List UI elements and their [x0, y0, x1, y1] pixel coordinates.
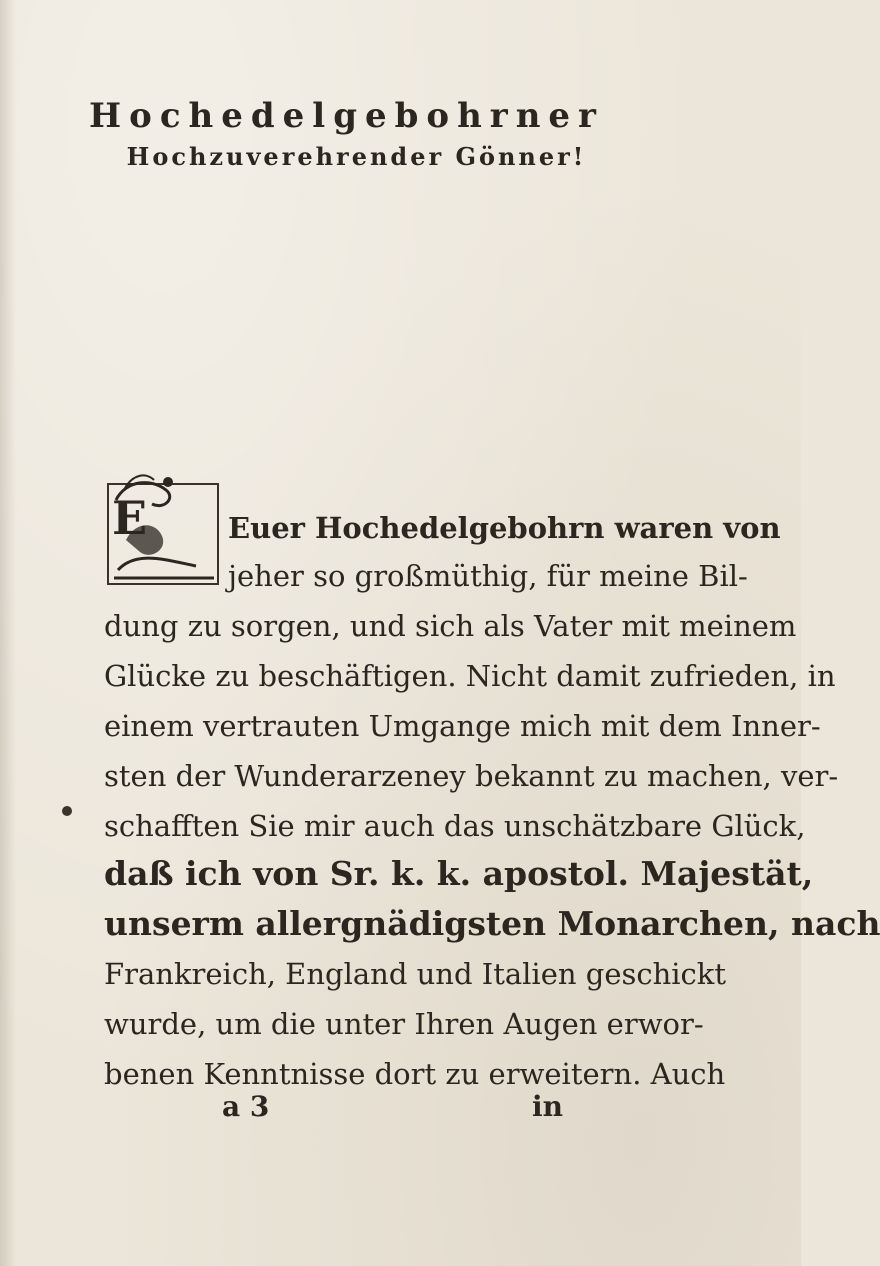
body-line: Frankreich, England und Italien geschickt [104, 957, 727, 991]
body-line: sten der Wunderarzeney bekannt zu machen, ver- [104, 759, 839, 793]
body-line: unserm allergnädigsten Monarchen, nach [104, 904, 880, 943]
body-line: benen Kenntnisse dort zu erweitern. Auch [104, 1057, 726, 1091]
body-line: schafften Sie mir auch das unschätzbare Glück, [104, 809, 806, 843]
catchword: in [532, 1090, 563, 1123]
salutation-subtitle: Hochzuverehrender Gönner! [126, 142, 587, 171]
body-line: dung zu sorgen, und sich als Vater mit meinem [104, 609, 797, 643]
body-line: jeher so großmüthig, für meine Bil- [228, 559, 748, 593]
body-line: Glücke zu beschäftigen. Nicht damit zufrieden, in [104, 659, 836, 693]
decorated-initial-e [106, 470, 220, 586]
page-edge-shadow [0, 0, 16, 1266]
body-line: daß ich von Sr. k. k. apostol. Majestät, [104, 854, 814, 893]
body-line: wurde, um die unter Ihren Augen erwor- [104, 1007, 704, 1041]
body-line: Euer Hochedelgebohrn waren von [228, 511, 781, 545]
margin-ink-mark [62, 806, 72, 816]
signature-mark: a 3 [222, 1090, 270, 1123]
body-line: einem vertrauten Umgange mich mit dem Inner- [104, 709, 821, 743]
salutation-title: Hochedelgebohrner [89, 96, 604, 136]
svg-text:E: E [112, 491, 148, 545]
